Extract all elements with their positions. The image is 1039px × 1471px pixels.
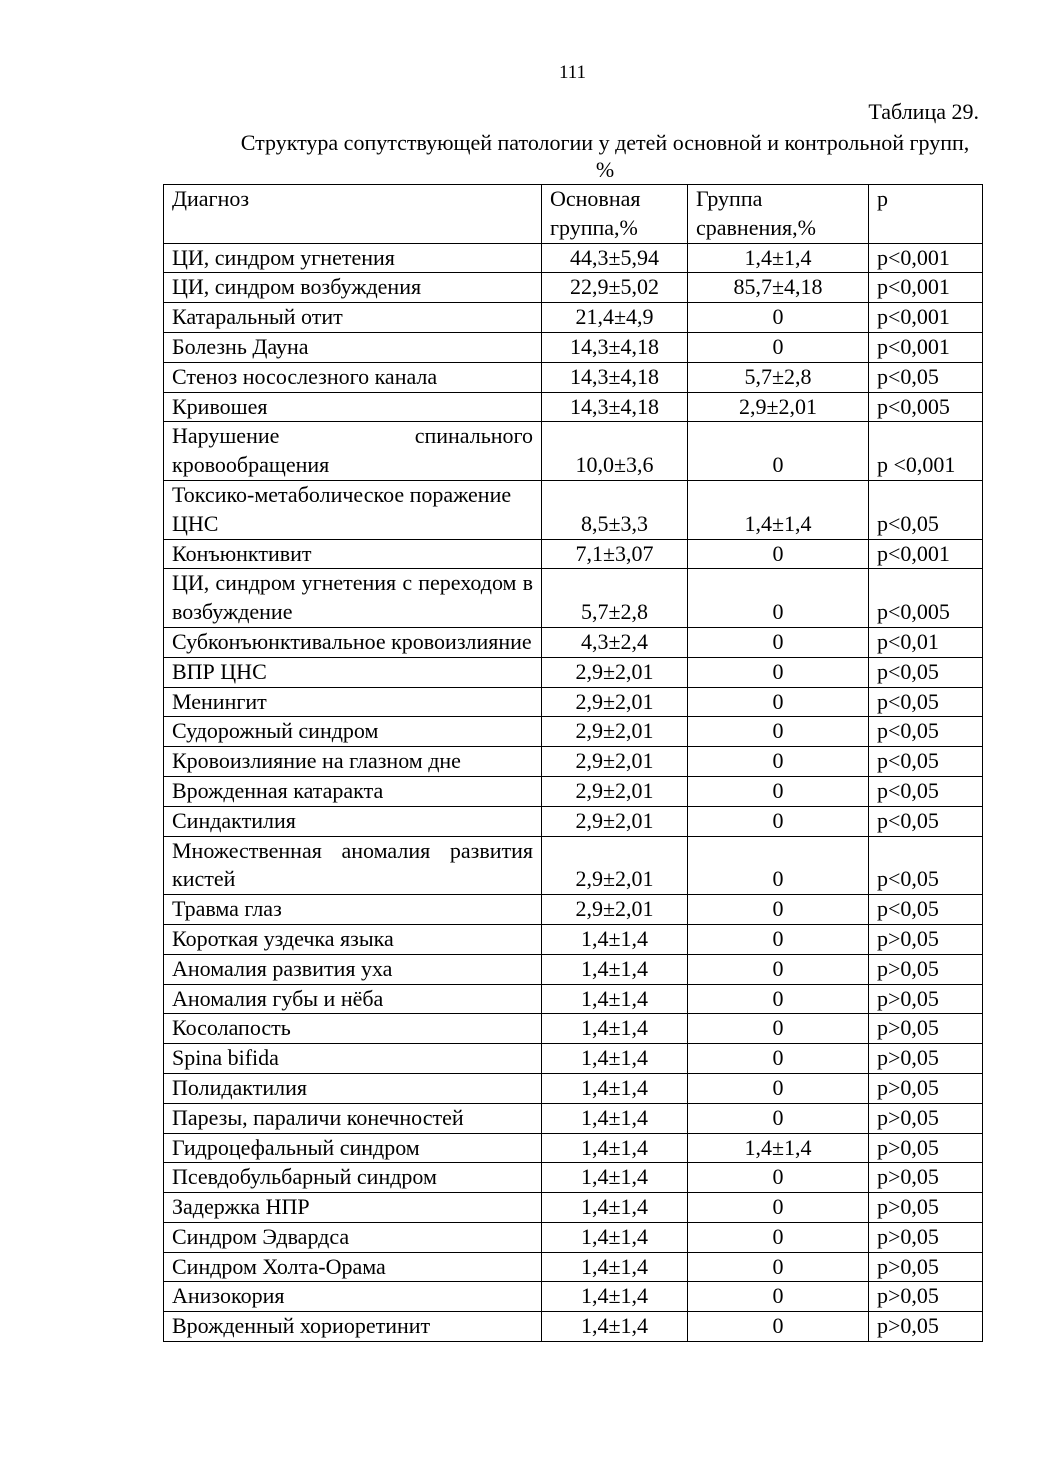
comparison-group-cell: 1,4±1,4 bbox=[688, 243, 869, 273]
table-row bbox=[164, 954, 983, 984]
main-group-cell: 1,4±1,4 bbox=[542, 1282, 688, 1312]
p-value-cell: p<0,05 bbox=[869, 657, 983, 687]
table-caption: Структура сопутствующей патологии у детей основной и контрольной групп, % bbox=[240, 130, 970, 182]
table-row bbox=[164, 539, 983, 569]
diagnosis-cell: Короткая уздечка языка bbox=[164, 924, 542, 954]
table-row bbox=[164, 1163, 983, 1193]
main-group-cell: 2,9±2,01 bbox=[542, 717, 688, 747]
main-group-cell: 2,9±2,01 bbox=[542, 836, 688, 895]
comparison-group-cell: 0 bbox=[688, 303, 869, 333]
comparison-group-cell: 0 bbox=[688, 1222, 869, 1252]
main-group-cell: 21,4±4,9 bbox=[542, 303, 688, 333]
p-value-cell: p>0,05 bbox=[869, 984, 983, 1014]
main-group-cell: 14,3±4,18 bbox=[542, 332, 688, 362]
p-value-cell: p>0,05 bbox=[869, 1103, 983, 1133]
table-row bbox=[164, 392, 983, 422]
p-value-cell: p<0,05 bbox=[869, 895, 983, 925]
p-value-cell: p>0,05 bbox=[869, 1073, 983, 1103]
main-group-cell: 1,4±1,4 bbox=[542, 1193, 688, 1223]
diagnosis-cell: Парезы, параличи конечностей bbox=[164, 1103, 542, 1133]
header-main-group: Основная группа,% bbox=[542, 185, 688, 244]
diagnosis-cell: Синдром Холта-Орама bbox=[164, 1252, 542, 1282]
comparison-group-cell: 85,7±4,18 bbox=[688, 273, 869, 303]
comparison-group-cell: 0 bbox=[688, 1103, 869, 1133]
diagnosis-cell: Катаральный отит bbox=[164, 303, 542, 333]
comparison-group-cell: 0 bbox=[688, 1312, 869, 1342]
p-value-cell: p<0,005 bbox=[869, 569, 983, 628]
table-row bbox=[164, 747, 983, 777]
p-value-cell: p<0,001 bbox=[869, 332, 983, 362]
diagnosis-cell: Субконъюнктивальное кровоизлияние bbox=[164, 627, 542, 657]
p-value-cell: p>0,05 bbox=[869, 1044, 983, 1074]
main-group-cell: 1,4±1,4 bbox=[542, 984, 688, 1014]
p-value-cell: p>0,05 bbox=[869, 924, 983, 954]
main-group-cell: 1,4±1,4 bbox=[542, 1222, 688, 1252]
main-group-cell: 1,4±1,4 bbox=[542, 1103, 688, 1133]
main-group-cell: 8,5±3,3 bbox=[542, 480, 688, 539]
p-value-cell: p<0,05 bbox=[869, 362, 983, 392]
comparison-group-cell: 0 bbox=[688, 539, 869, 569]
diagnosis-cell: Задержка НПР bbox=[164, 1193, 542, 1223]
comparison-group-cell: 0 bbox=[688, 1252, 869, 1282]
comparison-group-cell: 1,4±1,4 bbox=[688, 480, 869, 539]
p-value-cell: p<0,005 bbox=[869, 392, 983, 422]
p-value-cell: p>0,05 bbox=[869, 1312, 983, 1342]
diagnosis-cell: Нарушение спинального кровообращения bbox=[164, 422, 542, 481]
comparison-group-cell: 0 bbox=[688, 332, 869, 362]
main-group-cell: 1,4±1,4 bbox=[542, 1163, 688, 1193]
table-row bbox=[164, 1073, 983, 1103]
p-value-cell: p>0,05 bbox=[869, 1163, 983, 1193]
main-group-cell: 44,3±5,94 bbox=[542, 243, 688, 273]
p-value-cell: p<0,05 bbox=[869, 747, 983, 777]
comparison-group-cell: 0 bbox=[688, 422, 869, 481]
table-row bbox=[164, 806, 983, 836]
diagnosis-cell: Врожденный хориоретинит bbox=[164, 1312, 542, 1342]
main-group-cell: 2,9±2,01 bbox=[542, 657, 688, 687]
comparison-group-cell: 0 bbox=[688, 657, 869, 687]
p-value-cell: p<0,001 bbox=[869, 303, 983, 333]
main-group-cell: 14,3±4,18 bbox=[542, 392, 688, 422]
main-group-cell: 2,9±2,01 bbox=[542, 895, 688, 925]
table-row bbox=[164, 332, 983, 362]
p-value-cell: p>0,05 bbox=[869, 954, 983, 984]
table-row bbox=[164, 895, 983, 925]
table-row bbox=[164, 1193, 983, 1223]
diagnosis-cell: Врожденная катаракта bbox=[164, 776, 542, 806]
p-value-cell: p<0,001 bbox=[869, 539, 983, 569]
comparison-group-cell: 0 bbox=[688, 1014, 869, 1044]
main-group-cell: 1,4±1,4 bbox=[542, 1014, 688, 1044]
main-group-cell: 1,4±1,4 bbox=[542, 1073, 688, 1103]
comparison-group-cell: 1,4±1,4 bbox=[688, 1133, 869, 1163]
table-row bbox=[164, 1222, 983, 1252]
comparison-group-cell: 0 bbox=[688, 954, 869, 984]
diagnosis-cell: Полидактилия bbox=[164, 1073, 542, 1103]
header-p: р bbox=[869, 185, 983, 244]
page-number: 111 bbox=[558, 62, 587, 83]
comparison-group-cell: 0 bbox=[688, 1163, 869, 1193]
p-value-cell: p<0,05 bbox=[869, 687, 983, 717]
main-group-cell: 1,4±1,4 bbox=[542, 1044, 688, 1074]
diagnosis-cell: Менингит bbox=[164, 687, 542, 717]
p-value-cell: p<0,05 bbox=[869, 836, 983, 895]
diagnosis-cell: Конъюнктивит bbox=[164, 539, 542, 569]
table-row bbox=[164, 687, 983, 717]
p-value-cell: p<0,001 bbox=[869, 273, 983, 303]
comparison-group-cell: 0 bbox=[688, 895, 869, 925]
table-row bbox=[164, 1282, 983, 1312]
p-value-cell: p<0,01 bbox=[869, 627, 983, 657]
main-group-cell: 22,9±5,02 bbox=[542, 273, 688, 303]
table-row bbox=[164, 1312, 983, 1342]
table-row bbox=[164, 1044, 983, 1074]
table-row bbox=[164, 627, 983, 657]
diagnosis-cell: ЦИ, синдром угнетения bbox=[164, 243, 542, 273]
table-header-row bbox=[164, 185, 983, 244]
main-group-cell: 5,7±2,8 bbox=[542, 569, 688, 628]
p-value-cell: p>0,05 bbox=[869, 1222, 983, 1252]
table-row bbox=[164, 1014, 983, 1044]
main-group-cell: 7,1±3,07 bbox=[542, 539, 688, 569]
comparison-group-cell: 0 bbox=[688, 627, 869, 657]
p-value-cell: p<0,05 bbox=[869, 776, 983, 806]
table-row bbox=[164, 569, 983, 628]
p-value-cell: p<0,05 bbox=[869, 806, 983, 836]
diagnosis-cell: Косолапость bbox=[164, 1014, 542, 1044]
comparison-group-cell: 0 bbox=[688, 836, 869, 895]
diagnosis-cell: Стеноз носослезного канала bbox=[164, 362, 542, 392]
table-row bbox=[164, 984, 983, 1014]
diagnosis-cell: ВПР ЦНС bbox=[164, 657, 542, 687]
table-body bbox=[164, 243, 983, 1341]
p-value-cell: p>0,05 bbox=[869, 1282, 983, 1312]
p-value-cell: p>0,05 bbox=[869, 1252, 983, 1282]
comparison-group-cell: 0 bbox=[688, 687, 869, 717]
table-row bbox=[164, 362, 983, 392]
main-group-cell: 2,9±2,01 bbox=[542, 806, 688, 836]
comparison-group-cell: 5,7±2,8 bbox=[688, 362, 869, 392]
table-row bbox=[164, 776, 983, 806]
table-row bbox=[164, 422, 983, 481]
p-value-cell: p>0,05 bbox=[869, 1133, 983, 1163]
header-diagnosis: Диагноз bbox=[164, 185, 542, 244]
table-label: Таблица 29. bbox=[868, 99, 979, 124]
table-row bbox=[164, 717, 983, 747]
main-group-cell: 1,4±1,4 bbox=[542, 1312, 688, 1342]
header-comparison-group: Группа сравнения,% bbox=[688, 185, 869, 244]
table-row bbox=[164, 836, 983, 895]
diagnosis-cell: Кривошея bbox=[164, 392, 542, 422]
diagnosis-cell: Аномалия развития уха bbox=[164, 954, 542, 984]
main-group-cell: 14,3±4,18 bbox=[542, 362, 688, 392]
main-group-cell: 1,4±1,4 bbox=[542, 924, 688, 954]
diagnosis-cell: Кровоизлияние на глазном дне bbox=[164, 747, 542, 777]
comparison-group-cell: 0 bbox=[688, 747, 869, 777]
comparison-group-cell: 0 bbox=[688, 776, 869, 806]
comparison-group-cell: 0 bbox=[688, 984, 869, 1014]
table-row bbox=[164, 657, 983, 687]
diagnosis-cell: Болезнь Дауна bbox=[164, 332, 542, 362]
table-row bbox=[164, 1103, 983, 1133]
p-value-cell: p<0,05 bbox=[869, 717, 983, 747]
main-group-cell: 10,0±3,6 bbox=[542, 422, 688, 481]
diagnosis-cell: Судорожный синдром bbox=[164, 717, 542, 747]
diagnosis-cell: ЦИ, синдром угнетения с переходом в возбуждение bbox=[164, 569, 542, 628]
diagnosis-cell: Травма глаз bbox=[164, 895, 542, 925]
comparison-group-cell: 0 bbox=[688, 1282, 869, 1312]
table-row bbox=[164, 924, 983, 954]
comorbidity-table bbox=[163, 184, 983, 1342]
diagnosis-cell: Токсико-метаболическое поражение ЦНС bbox=[164, 480, 542, 539]
main-group-cell: 1,4±1,4 bbox=[542, 954, 688, 984]
table-row bbox=[164, 1252, 983, 1282]
diagnosis-cell: Гидроцефальный синдром bbox=[164, 1133, 542, 1163]
diagnosis-cell: Синдром Эдвардса bbox=[164, 1222, 542, 1252]
comparison-group-cell: 0 bbox=[688, 924, 869, 954]
comparison-group-cell: 2,9±2,01 bbox=[688, 392, 869, 422]
diagnosis-cell: Псевдобульбарный синдром bbox=[164, 1163, 542, 1193]
diagnosis-cell: Множественная аномалия развития кистей bbox=[164, 836, 542, 895]
table-row bbox=[164, 303, 983, 333]
table-row bbox=[164, 1133, 983, 1163]
comparison-group-cell: 0 bbox=[688, 806, 869, 836]
diagnosis-cell: Синдактилия bbox=[164, 806, 542, 836]
diagnosis-cell: Spina bifida bbox=[164, 1044, 542, 1074]
comparison-group-cell: 0 bbox=[688, 1193, 869, 1223]
comparison-group-cell: 0 bbox=[688, 1044, 869, 1074]
p-value-cell: p<0,05 bbox=[869, 480, 983, 539]
p-value-cell: p>0,05 bbox=[869, 1014, 983, 1044]
p-value-cell: p>0,05 bbox=[869, 1193, 983, 1223]
comparison-group-cell: 0 bbox=[688, 569, 869, 628]
diagnosis-cell: Аномалия губы и нёба bbox=[164, 984, 542, 1014]
diagnosis-cell: ЦИ, синдром возбуждения bbox=[164, 273, 542, 303]
comparison-group-cell: 0 bbox=[688, 717, 869, 747]
main-group-cell: 2,9±2,01 bbox=[542, 747, 688, 777]
table-row bbox=[164, 480, 983, 539]
diagnosis-cell: Анизокория bbox=[164, 1282, 542, 1312]
main-group-cell: 2,9±2,01 bbox=[542, 776, 688, 806]
main-group-cell: 1,4±1,4 bbox=[542, 1133, 688, 1163]
table-row bbox=[164, 273, 983, 303]
p-value-cell: p<0,001 bbox=[869, 243, 983, 273]
main-group-cell: 4,3±2,4 bbox=[542, 627, 688, 657]
comparison-group-cell: 0 bbox=[688, 1073, 869, 1103]
p-value-cell: p <0,001 bbox=[869, 422, 983, 481]
table-row bbox=[164, 243, 983, 273]
main-group-cell: 2,9±2,01 bbox=[542, 687, 688, 717]
main-group-cell: 1,4±1,4 bbox=[542, 1252, 688, 1282]
